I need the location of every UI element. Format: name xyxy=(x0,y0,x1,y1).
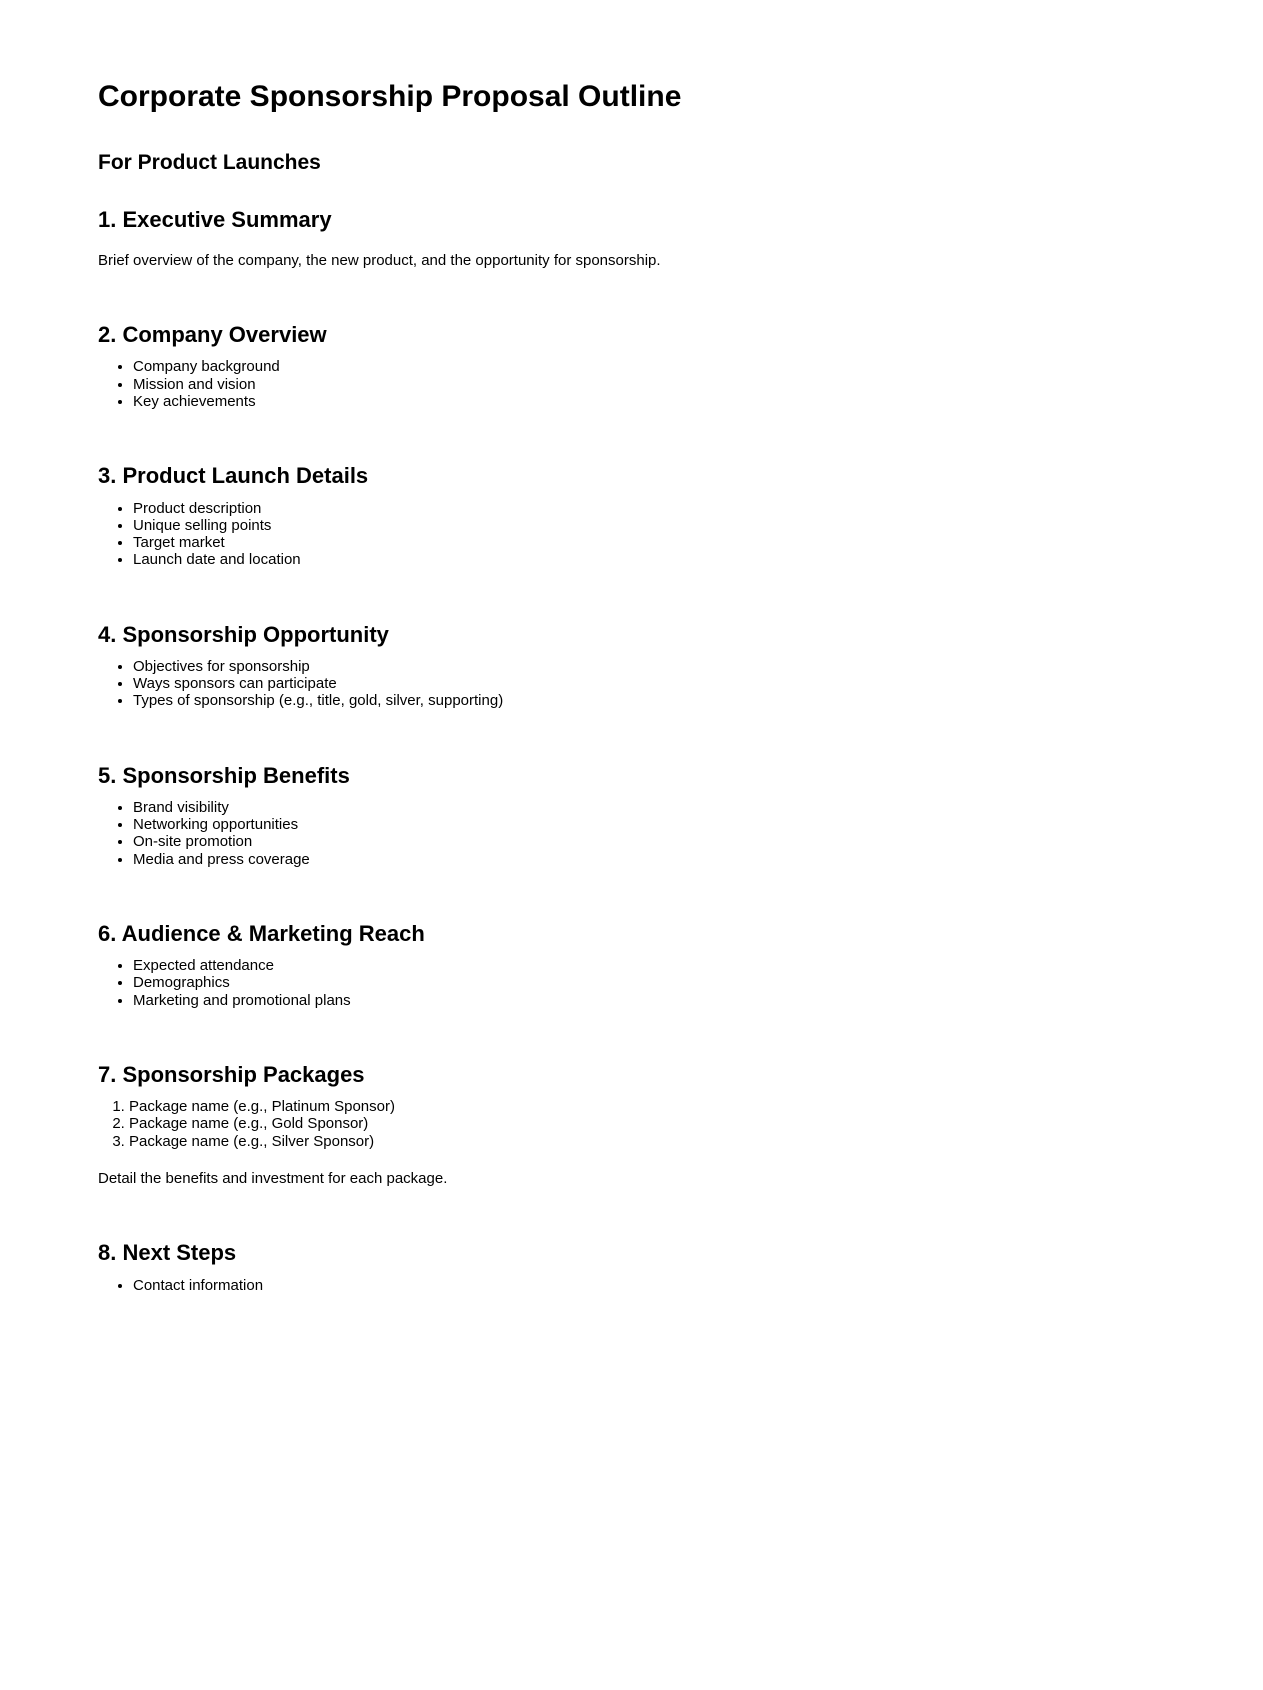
section-heading: 7. Sponsorship Packages xyxy=(98,1061,365,1087)
bullet-list xyxy=(98,957,1165,1009)
section-audience-marketing-reach xyxy=(98,921,1165,1009)
bullet-item: • Contact information xyxy=(133,1277,1165,1294)
section-heading: 8. Next Steps xyxy=(98,1240,237,1266)
numbered-item: 1. Package name (e.g., Platinum Sponsor) xyxy=(129,1098,1165,1115)
document-subtitle: For Product Launches xyxy=(98,150,321,174)
section-next-steps xyxy=(98,1240,1165,1294)
section-executive-summary xyxy=(98,207,1165,270)
closing-paragraph: Detail the benefits and investment for each package. xyxy=(98,1169,448,1187)
section-heading: 1. Executive Summary xyxy=(98,206,332,232)
bullet-item: • Product description xyxy=(133,500,1165,517)
bullet-item: • Key achievements xyxy=(133,393,1165,410)
section-heading: 3. Product Launch Details xyxy=(98,463,369,489)
bullet-item: • Demographics xyxy=(133,974,1165,991)
section-company-overview xyxy=(98,322,1165,410)
document-title: Corporate Sponsorship Proposal Outline xyxy=(98,80,682,113)
bullet-item: • Company background xyxy=(133,358,1165,375)
bullet-item: • Media and press coverage xyxy=(133,851,1165,868)
bullet-item: • Ways sponsors can participate xyxy=(133,675,1165,692)
bullet-item: • Marketing and promotional plans xyxy=(133,992,1165,1009)
bullet-item: • Unique selling points xyxy=(133,517,1165,534)
section-heading: 4. Sponsorship Opportunity xyxy=(98,621,389,647)
bullet-item: • Objectives for sponsorship xyxy=(133,658,1165,675)
section-product-launch-details xyxy=(98,463,1165,568)
numbered-item: 2. Package name (e.g., Gold Sponsor) xyxy=(129,1115,1165,1132)
bullet-item: • Types of sponsorship (e.g., title, gold, silver, supporting) xyxy=(133,692,1165,709)
section-heading: 2. Company Overview xyxy=(98,322,327,348)
section-heading: 6. Audience & Marketing Reach xyxy=(98,920,425,946)
bullet-item: • Expected attendance xyxy=(133,957,1165,974)
bullet-item: • Networking opportunities xyxy=(133,816,1165,833)
bullet-list xyxy=(98,658,1165,710)
numbered-list xyxy=(98,1098,1165,1150)
numbered-item: 3. Package name (e.g., Silver Sponsor) xyxy=(129,1133,1165,1150)
bullet-item: • Target market xyxy=(133,534,1165,551)
section-paragraph: Brief overview of the company, the new product, and the opportunity for sponsorship. xyxy=(98,251,661,269)
bullet-item: • Mission and vision xyxy=(133,376,1165,393)
bullet-list xyxy=(98,1277,1165,1294)
bullet-list xyxy=(98,799,1165,868)
section-sponsorship-packages xyxy=(98,1062,1165,1187)
bullet-item: • On-site promotion xyxy=(133,833,1165,850)
section-heading: 5. Sponsorship Benefits xyxy=(98,762,350,788)
bullet-item: • Brand visibility xyxy=(133,799,1165,816)
bullet-item: • Launch date and location xyxy=(133,551,1165,568)
bullet-list xyxy=(98,358,1165,410)
section-sponsorship-benefits xyxy=(98,763,1165,868)
section-sponsorship-opportunity xyxy=(98,622,1165,710)
bullet-list xyxy=(98,500,1165,569)
